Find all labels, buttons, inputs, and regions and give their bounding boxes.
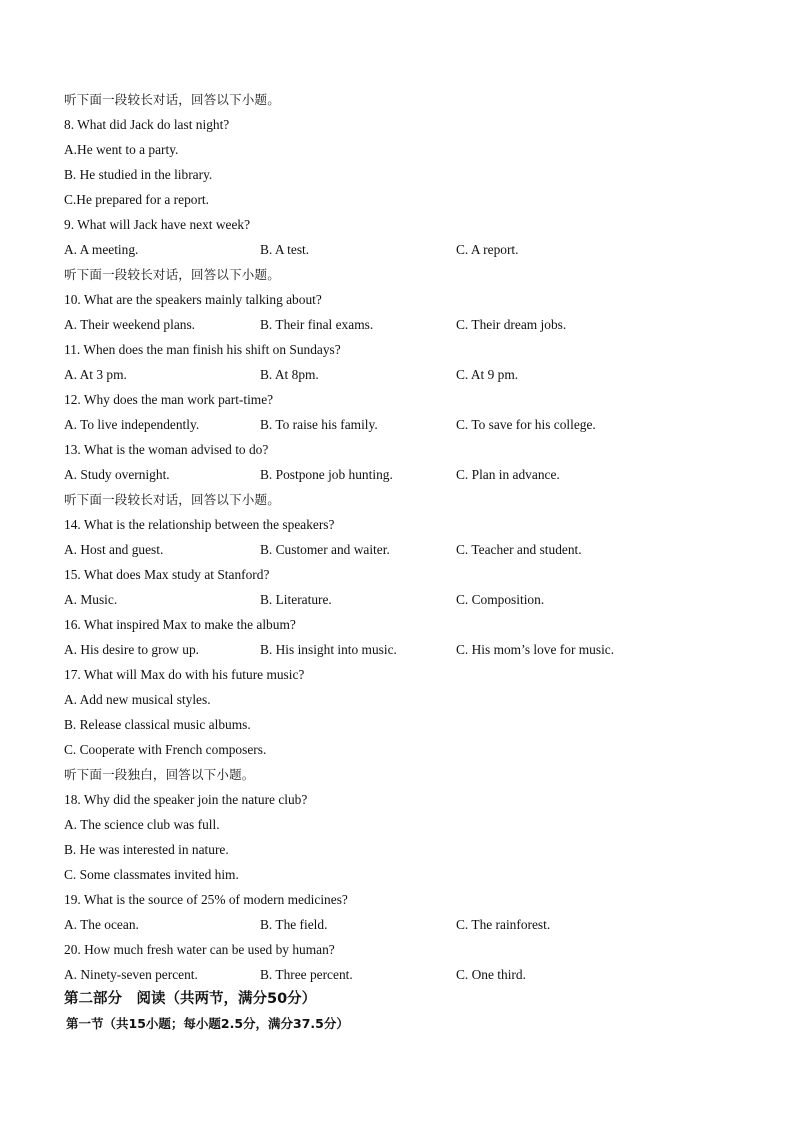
question-14-option-c: C. Teacher and student. — [456, 542, 582, 557]
question-15-option-a: A. Music. — [64, 592, 118, 607]
question-11-option-a: A. At 3 pm. — [64, 367, 127, 382]
question-10-option-a: A. Their weekend plans. — [64, 317, 196, 332]
question-19-options — [64, 917, 744, 933]
question-13-option-c: C. Plan in advance. — [456, 467, 560, 482]
part2-title: 第二部分 阅读（共两节，满分50分） — [64, 991, 317, 1007]
question-9-option-b: B. A test. — [260, 242, 310, 257]
question-18-option-c: C. Some classmates invited him. — [64, 867, 239, 882]
question-16-option-a: A. His desire to grow up. — [64, 642, 200, 657]
question-8-option-b: B. He studied in the library. — [64, 167, 213, 182]
question-12-option-b: B. To raise his family. — [260, 417, 378, 432]
question-20-stem: 20. How much fresh water can be used by human? — [64, 942, 335, 957]
question-13-stem: 13. What is the woman advised to do? — [64, 442, 269, 457]
instruction-long-dialogue: 听下面一段较长对话，回答以下小题。 — [64, 492, 280, 507]
question-15-stem: 15. What does Max study at Stanford? — [64, 567, 270, 582]
question-19-option-c: C. The rainforest. — [456, 917, 551, 932]
question-13-options — [64, 467, 744, 483]
instruction-monologue: 听下面一段独白，回答以下小题。 — [64, 767, 255, 782]
instruction-long-dialogue: 听下面一段较长对话，回答以下小题。 — [64, 92, 280, 107]
question-12-stem: 12. Why does the man work part-time? — [64, 392, 274, 407]
question-14-options — [64, 542, 744, 558]
question-15-option-b: B. Literature. — [260, 592, 332, 607]
question-18-option-a: A. The science club was full. — [64, 817, 220, 832]
question-11-option-b: B. At 8pm. — [260, 367, 319, 382]
question-13-option-a: A. Study overnight. — [64, 467, 170, 482]
part2-section1-title: 第一节（共15小题；每小题2.5分，满分37.5分） — [66, 1016, 349, 1031]
question-19-stem: 19. What is the source of 25% of modern medicines? — [64, 892, 348, 907]
question-8-stem: 8. What did Jack do last night? — [64, 117, 230, 132]
question-9-option-a: A. A meeting. — [64, 242, 139, 257]
question-10-option-c: C. Their dream jobs. — [456, 317, 567, 332]
question-13-option-b: B. Postpone job hunting. — [260, 467, 393, 482]
question-16-options — [64, 642, 744, 658]
question-8-option-a: A.He went to a party. — [64, 142, 179, 157]
question-14-stem: 14. What is the relationship between the speakers? — [64, 517, 335, 532]
question-18-stem: 18. Why did the speaker join the nature club? — [64, 792, 308, 807]
question-19-option-a: A. The ocean. — [64, 917, 139, 932]
instruction-long-dialogue: 听下面一段较长对话，回答以下小题。 — [64, 267, 280, 282]
question-17-stem: 17. What will Max do with his future music? — [64, 667, 305, 682]
question-16-option-c: C. His mom’s love for music. — [456, 642, 615, 657]
question-20-option-a: A. Ninety-seven percent. — [64, 967, 198, 982]
question-17-option-a: A. Add new musical styles. — [64, 692, 211, 707]
question-14-option-b: B. Customer and waiter. — [260, 542, 390, 557]
question-11-options — [64, 367, 744, 383]
question-8-option-c: C.He prepared for a report. — [64, 192, 209, 207]
question-20-options — [64, 967, 744, 983]
question-9-options — [64, 242, 744, 258]
question-18-option-b: B. He was interested in nature. — [64, 842, 229, 857]
question-15-options — [64, 592, 744, 608]
question-20-option-c: C. One third. — [456, 967, 526, 982]
question-11-option-c: C. At 9 pm. — [456, 367, 519, 382]
question-10-stem: 10. What are the speakers mainly talking about? — [64, 292, 322, 307]
question-14-option-a: A. Host and guest. — [64, 542, 164, 557]
question-15-option-c: C. Composition. — [456, 592, 545, 607]
question-9-stem: 9. What will Jack have next week? — [64, 217, 251, 232]
question-11-stem: 11. When does the man finish his shift on Sundays? — [64, 342, 341, 357]
question-9-option-c: C. A report. — [456, 242, 519, 257]
question-12-options — [64, 417, 744, 433]
question-12-option-c: C. To save for his college. — [456, 417, 596, 432]
question-10-options — [64, 317, 744, 333]
question-16-stem: 16. What inspired Max to make the album? — [64, 617, 296, 632]
question-12-option-a: A. To live independently. — [64, 417, 200, 432]
question-20-option-b: B. Three percent. — [260, 967, 353, 982]
question-10-option-b: B. Their final exams. — [260, 317, 374, 332]
question-17-option-c: C. Cooperate with French composers. — [64, 742, 267, 757]
question-16-option-b: B. His insight into music. — [260, 642, 397, 657]
question-17-option-b: B. Release classical music albums. — [64, 717, 251, 732]
question-19-option-b: B. The field. — [260, 917, 328, 932]
